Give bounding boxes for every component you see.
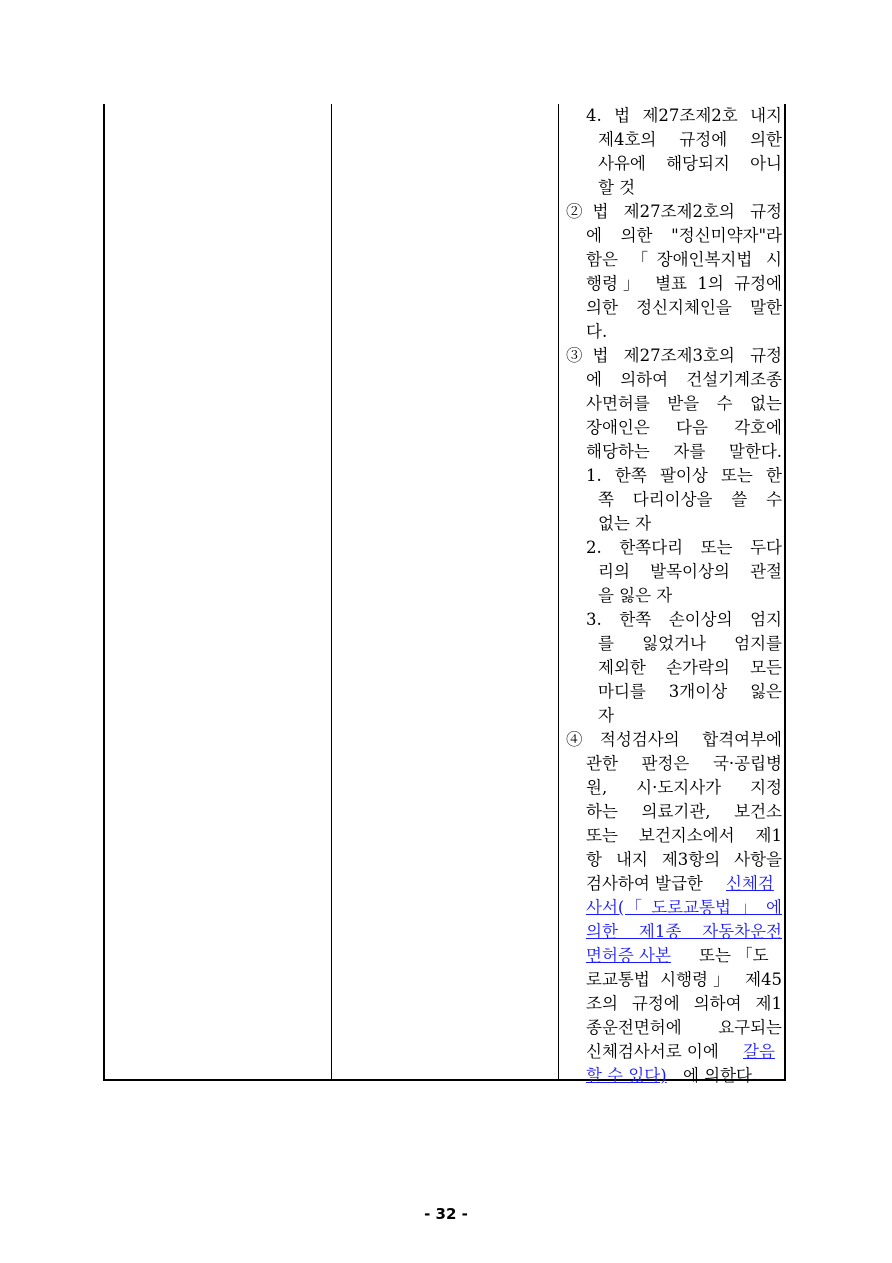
text-line: 사면허를 받을 수 없는: [586, 394, 782, 413]
text-line: 로교통법 시행령」 제45: [586, 970, 782, 989]
text-line: 의한 정신지체인을 말한: [586, 298, 782, 317]
text-line: 항 내지 제3항의 사항을: [586, 850, 782, 869]
link-physical-exam-cert[interactable]: 신체검: [726, 874, 774, 893]
text-line: 해당하는 자를 말한다.: [586, 442, 782, 461]
text-line: 장애인은 다음 각호에: [586, 418, 782, 437]
text-line: 또는 「도: [699, 946, 769, 965]
text-line: 에 의하여 건설기계조종: [586, 370, 782, 389]
text-line: 없는 자: [598, 514, 652, 533]
text-line: 에 의한다.: [683, 1066, 758, 1085]
link-substitute[interactable]: 갈음: [743, 1042, 775, 1061]
text-line: 행령」 별표 1의 규정에: [586, 274, 782, 293]
table-column-middle: [331, 104, 558, 1079]
text-line: 할 것: [598, 178, 636, 197]
text-line: 제외한 손가락의 모든: [598, 658, 782, 677]
link-physical-exam-cert[interactable]: 의한 제1종 자동차운전: [586, 922, 782, 941]
text-line: 관한 판정은 국·공립병: [586, 754, 782, 773]
text-line: 를 잃었거나 엄지를: [598, 634, 782, 653]
text-line: 3. 한쪽 손이상의 엄지: [586, 610, 782, 629]
text-line: 을 잃은 자: [598, 586, 673, 605]
text-line: 함은 「장애인복지법 시: [586, 250, 782, 269]
text-line: 사유에 해당되지 아니: [598, 154, 782, 173]
text-line: 리의 발목이상의 관절: [598, 562, 782, 581]
law-comparison-table: [103, 104, 786, 1085]
text-line: 자: [598, 706, 614, 725]
text-line: 에 의한 "정신미약자"라: [586, 226, 782, 245]
text-line: 제4호의 규정에 의한: [598, 130, 782, 149]
text-line: 1. 한쪽 팔이상 또는 한: [586, 466, 782, 485]
table-column-right: [558, 104, 786, 1085]
page-number: - 32 -: [424, 1205, 468, 1223]
text-line: 신체검사서로 이에: [586, 1042, 719, 1061]
text-line: 조의 규정에 의하여 제1: [586, 994, 782, 1013]
link-physical-exam-cert[interactable]: 면허증 사본: [586, 946, 671, 965]
text-line: ④적성검사의 합격여부에: [566, 730, 782, 749]
text-line: 종운전면허에 요구되는: [586, 1018, 782, 1037]
table-column-left: [103, 104, 331, 1079]
text-line: 검사하여 발급한: [586, 874, 703, 893]
text-line: 4. 법 제27조제2호 내지: [586, 106, 782, 125]
text-line: 다.: [586, 322, 608, 341]
text-line: 마디를 3개이상 잃은: [598, 682, 782, 701]
text-line: 또는 보건지소에서 제1: [586, 826, 782, 845]
text-line: 원, 시·도지사가 지정: [586, 778, 782, 797]
link-physical-exam-cert[interactable]: 사서(「도로교통법」에: [586, 898, 782, 917]
text-line: ②법 제27조제2호의 규정: [566, 202, 782, 221]
text-line: ③법 제27조제3호의 규정: [566, 346, 782, 365]
text-line: 쪽 다리이상을 쓸 수: [598, 490, 782, 509]
text-line: 2. 한쪽다리 또는 두다: [586, 538, 782, 557]
link-substitute[interactable]: 할 수 있다): [586, 1066, 667, 1085]
text-line: 하는 의료기관, 보건소: [586, 802, 782, 821]
